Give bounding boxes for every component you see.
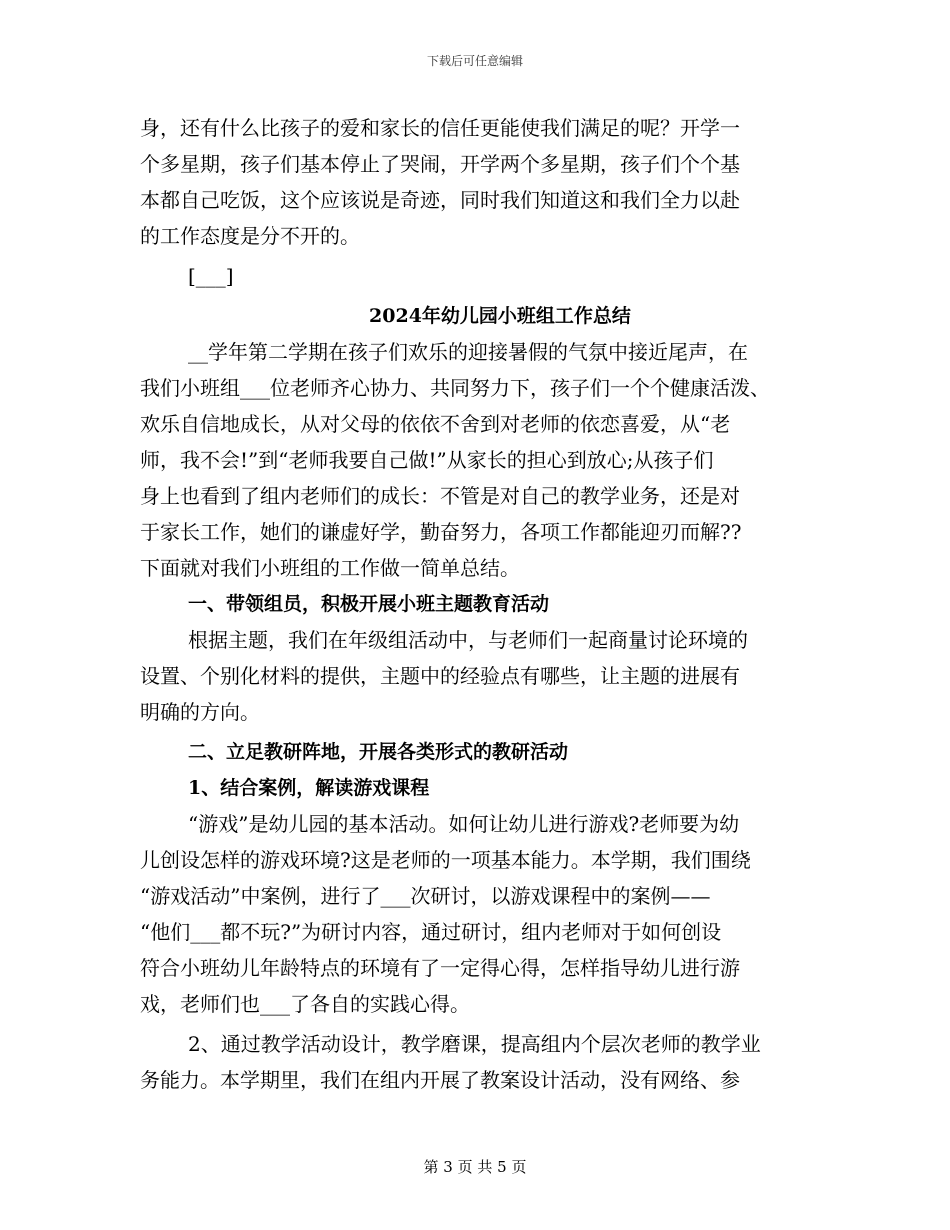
- document-body: [140, 110, 820, 1098]
- paragraph-line: 我们小班组___位老师齐心协力、共同努力下，孩子们一个个健康活泼、: [140, 376, 770, 400]
- paragraph-line: 下面就对我们小班组的工作做一简单总结。: [140, 556, 520, 580]
- paragraph-line: 欢乐自信地成长，从对父母的依依不舍到对老师的依恋喜爱，从“老: [140, 412, 731, 436]
- paragraph-line: “游戏”是幼儿园的基本活动。如何让幼儿进行游戏?老师要为幼: [188, 812, 740, 836]
- paragraph-line: “游戏活动”中案例，进行了___次研讨，以游戏课程中的案例——: [140, 884, 711, 908]
- page-header: 下载后可任意编辑: [426, 54, 523, 68]
- paragraph-line: 个多星期，孩子们基本停止了哭闹，开学两个多星期，孩子们个个基: [140, 152, 740, 176]
- paragraph-line: 2、通过教学活动设计，教学磨课，提高组内个层次老师的教学业: [188, 1032, 761, 1056]
- paragraph-line: “他们___都不玩?”为研讨内容，通过研讨，组内老师对于如何创设: [140, 920, 722, 944]
- paragraph-line: 根据主题，我们在年级组活动中，与老师们一起商量讨论环境的: [188, 628, 748, 652]
- paragraph-line: 的工作态度是分不开的。: [140, 224, 360, 248]
- document-title: 2024年幼儿园小班组工作总结: [369, 305, 631, 327]
- paragraph-line: 儿创设怎样的游戏环境?这是老师的一项基本能力。本学期，我们围绕: [140, 848, 751, 872]
- paragraph-line: 于家长工作，她们的谦虚好学，勤奋努力，各项工作都能迎刃而解??: [140, 520, 742, 544]
- paragraph-line: 明确的方向。: [140, 700, 260, 724]
- placeholder-bracket: [___]: [188, 264, 234, 288]
- subsection-heading: 1、结合案例，解读游戏课程: [188, 777, 430, 799]
- paragraph-line: 戏，老师们也___了各自的实践心得。: [140, 992, 470, 1016]
- paragraph-line: 务能力。本学期里，我们在组内开展了教案设计活动，没有网络、参: [140, 1068, 740, 1092]
- section-heading: 二、立足教研阵地，开展各类形式的教研活动: [188, 741, 569, 763]
- paragraph-line: 本都自己吃饭，这个应该说是奇迹，同时我们知道这和我们全力以赴: [140, 188, 740, 212]
- page-footer: 第 3 页 共 5 页: [423, 1158, 527, 1176]
- paragraph-line: 身上也看到了组内老师们的成长：不管是对自己的教学业务，还是对: [140, 484, 740, 508]
- section-heading: 一、带领组员，积极开展小班主题教育活动: [188, 593, 550, 615]
- paragraph-line: 设置、个别化材料的提供，主题中的经验点有哪些，让主题的进展有: [140, 664, 740, 688]
- paragraph-line: 身，还有什么比孩子的爱和家长的信任更能使我们满足的呢？开学一: [140, 116, 740, 140]
- paragraph-line: 师，我不会!”到“老师我要自己做!”从家长的担心到放心;从孩子们: [140, 448, 714, 472]
- paragraph-line: 符合小班幼儿年龄特点的环境有了一定得心得，怎样指导幼儿进行游: [140, 956, 740, 980]
- paragraph-line: __学年第二学期在孩子们欢乐的迎接暑假的气氛中接近尾声，在: [188, 340, 748, 364]
